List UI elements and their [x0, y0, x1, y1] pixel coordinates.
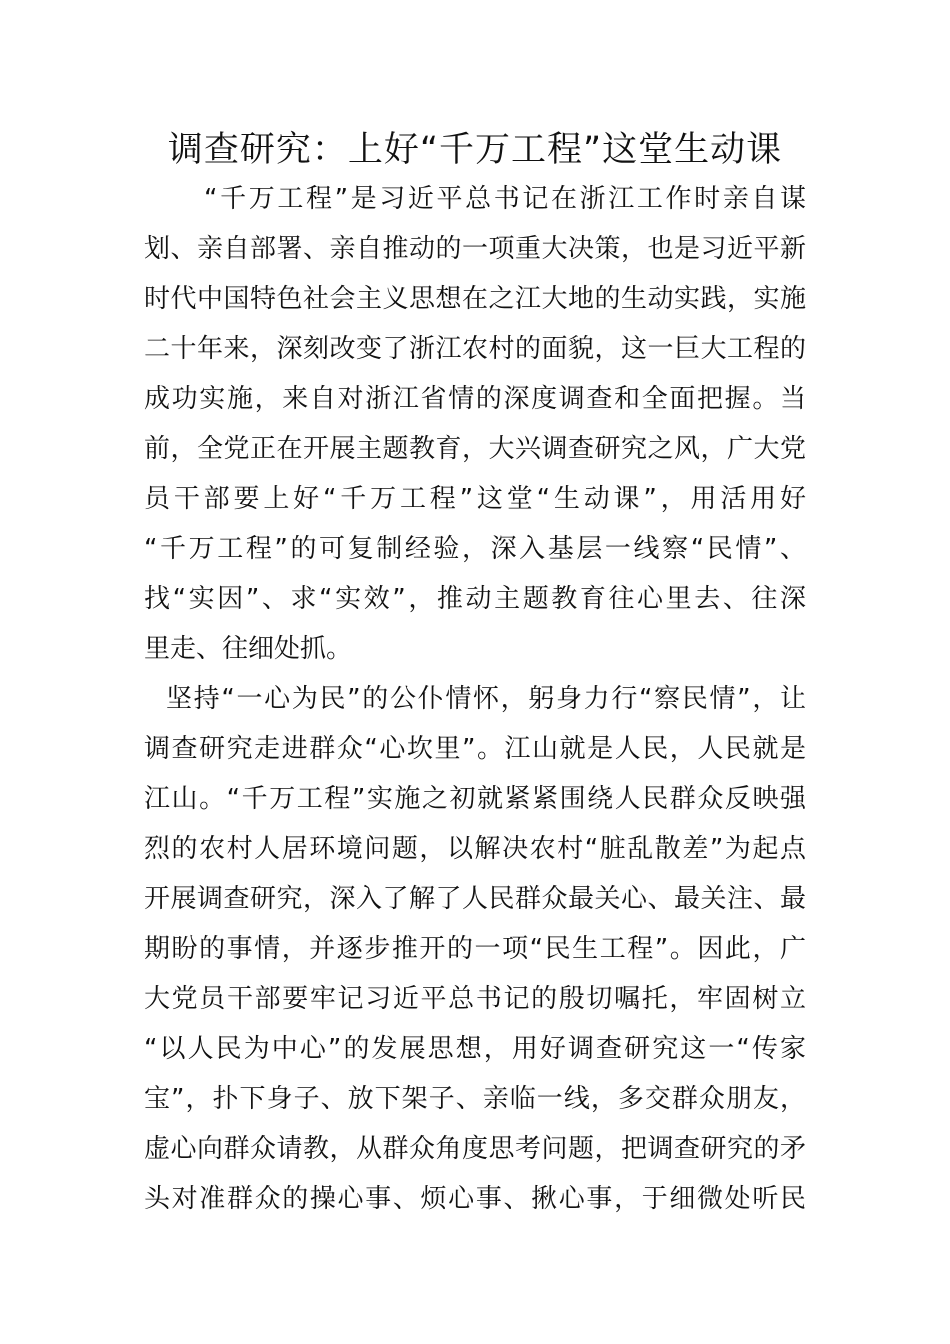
- paragraph-line: 宝”，扑下身子、放下架子、亲临一线，多交群众朋友，: [144, 1084, 806, 1114]
- paragraph-line: 里走、往细处抓。: [144, 634, 353, 664]
- paragraph-line: 大党员干部要牢记习近平总书记的殷切嘱托，牢固树立: [144, 984, 806, 1014]
- paragraph-line: 时代中国特色社会主义思想在之江大地的生动实践，实施: [144, 284, 806, 314]
- paragraph-line: 坚持“一心为民”的公仆情怀，躬身力行“察民情”，让: [166, 684, 806, 714]
- paragraph-line: “千万工程”的可复制经验，深入基层一线察“民情”、: [144, 534, 806, 564]
- paragraph-line: 前，全党正在开展主题教育，大兴调查研究之风，广大党: [144, 434, 806, 464]
- document-title: 调查研究：上好“千万工程”这堂生动课: [167, 130, 783, 170]
- paragraph-line: 二十年来，深刻改变了浙江农村的面貌，这一巨大工程的: [144, 334, 806, 364]
- paragraph-line: 头对准群众的操心事、烦心事、揪心事，于细微处听民: [144, 1184, 806, 1214]
- paragraph-line: 江山。“千万工程”实施之初就紧紧围绕人民群众反映强: [144, 784, 806, 814]
- paragraph-line: 期盼的事情，并逐步推开的一项“民生工程”。因此，广: [144, 934, 806, 964]
- paragraph-line: 烈的农村人居环境问题，以解决农村“脏乱散差”为起点: [144, 834, 806, 864]
- paragraph-line: 划、亲自部署、亲自推动的一项重大决策，也是习近平新: [144, 234, 806, 264]
- paragraph-line: 调查研究走进群众“心坎里”。江山就是人民，人民就是: [144, 734, 806, 764]
- paragraph-line: “以人民为中心”的发展思想，用好调查研究这一“传家: [144, 1034, 806, 1064]
- paragraph-line: 虚心向群众请教，从群众角度思考问题，把调查研究的矛: [144, 1134, 806, 1164]
- paragraph-line: “千万工程”是习近平总书记在浙江工作时亲自谋: [204, 184, 806, 214]
- paragraph-line: 员干部要上好“千万工程”这堂“生动课”，用活用好: [144, 484, 806, 514]
- document-body: [144, 174, 806, 1224]
- paragraph-line: 开展调查研究，深入了解了人民群众最关心、最关注、最: [144, 884, 806, 914]
- paragraph-line: 找“实因”、求“实效”，推动主题教育往心里去、往深: [144, 584, 806, 614]
- paragraph-line: 成功实施，来自对浙江省情的深度调查和全面把握。当: [144, 384, 806, 414]
- paragraph-2: [144, 674, 806, 1224]
- paragraph-1: [144, 174, 806, 674]
